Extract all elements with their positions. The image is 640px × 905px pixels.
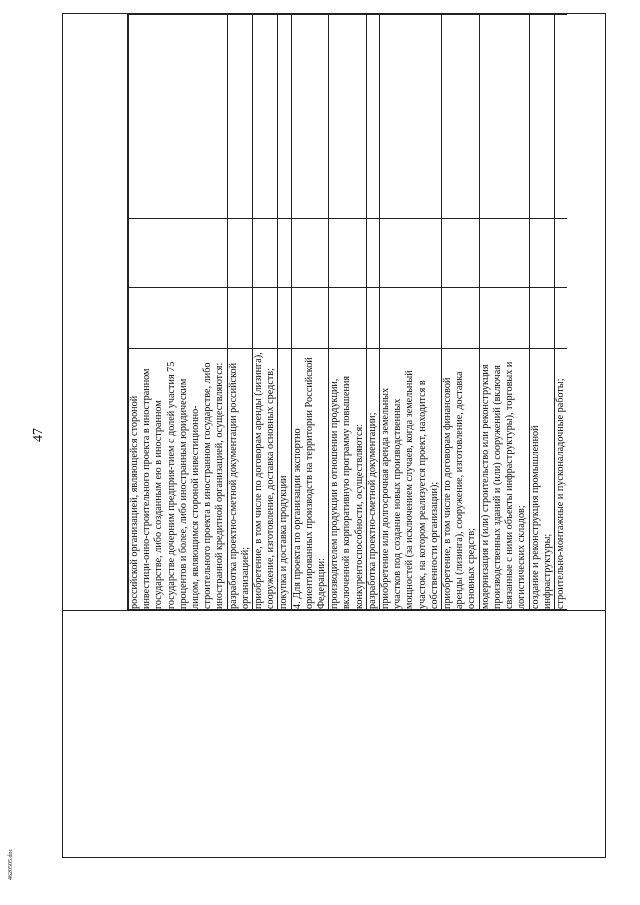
page-number: 47 xyxy=(31,428,46,442)
table-row xyxy=(554,15,567,610)
row-text: 4. Для проекта по организации экспортно ориентированных производств на территории Российской Федерации: xyxy=(291,349,329,610)
table-header-row xyxy=(63,14,128,858)
row-empty-cell xyxy=(278,288,291,349)
row-empty-cell xyxy=(554,288,567,349)
table-main-row xyxy=(128,14,606,858)
row-empty-cell xyxy=(380,219,442,288)
row-text: разработка проектно-сметной документации; xyxy=(366,349,379,610)
row-empty-cell xyxy=(554,15,567,219)
row-empty-cell xyxy=(329,15,367,219)
content-rows xyxy=(128,14,567,610)
row-empty-cell xyxy=(291,288,329,349)
row-empty-cell xyxy=(253,15,278,219)
row-empty-cell xyxy=(479,288,529,349)
table-row xyxy=(380,15,442,610)
row-empty-cell xyxy=(554,219,567,288)
table-row xyxy=(366,15,379,610)
row-text: российской организацией, являющейся стороной инвестици-онно-строительного проекта в иностранном государстве, либо созданным ею в иностранном государстве дочерним предприя-тием с долей участия 75 процентов и более, либо иностранным юридическим лицом, являющимся стороной инвестиционно-строительного проекта в иностранном государстве, либо иностранной кредитной организацией, осуществляются: xyxy=(129,349,228,610)
row-text: строительно-монтажные и пусконаладочные работы; xyxy=(554,349,567,610)
row-empty-cell xyxy=(529,219,554,288)
document-table xyxy=(62,13,606,858)
row-empty-cell xyxy=(329,288,367,349)
row-text: приобретение, в том числе по договорам аренды (лизинга), сооружение, изготовление, доставка основных средств; xyxy=(253,349,278,610)
table-content-column xyxy=(128,14,606,611)
rotated-table-wrapper xyxy=(62,16,606,858)
row-empty-cell xyxy=(227,219,252,288)
row-text: разработка проектно-сметной документации российской организацией; xyxy=(227,349,252,610)
row-empty-cell xyxy=(366,219,379,288)
row-text: покупка и доставка продукции xyxy=(278,349,291,610)
table-header-right-cell xyxy=(63,14,128,611)
table-row xyxy=(129,15,228,610)
row-empty-cell xyxy=(129,15,228,219)
row-empty-cell xyxy=(529,15,554,219)
table-left-empty-column xyxy=(128,611,606,858)
row-empty-cell xyxy=(529,288,554,349)
row-empty-cell xyxy=(278,219,291,288)
table-row xyxy=(479,15,529,610)
table-row xyxy=(329,15,367,610)
row-text: приобретение, в том числе по договорам финансовой аренды (лизинга), сооружение, изготовление, доставка основных средств; xyxy=(442,349,480,610)
row-empty-cell xyxy=(380,15,442,219)
table-row xyxy=(442,15,480,610)
row-empty-cell xyxy=(380,288,442,349)
row-empty-cell xyxy=(442,219,480,288)
row-empty-cell xyxy=(291,219,329,288)
row-empty-cell xyxy=(253,288,278,349)
row-empty-cell xyxy=(479,219,529,288)
table-row xyxy=(227,15,252,610)
table-row xyxy=(278,15,291,610)
row-empty-cell xyxy=(329,219,367,288)
row-empty-cell xyxy=(366,288,379,349)
row-text: модернизация и (или) строительство или реконструкция производственных зданий и (или) сооружений (включая связанные с ними объекты инфраструктуры), торговых и логистических складов; xyxy=(479,349,529,610)
row-empty-cell xyxy=(278,15,291,219)
row-empty-cell xyxy=(442,288,480,349)
row-empty-cell xyxy=(227,15,252,219)
row-empty-cell xyxy=(129,288,228,349)
row-text: производителем продукции в отношении продукции, включенной в корпоративную программу повышения конкурентоспособности, осуществляются: xyxy=(329,349,367,610)
document-id: 4620505.doc xyxy=(8,848,14,880)
table-row xyxy=(253,15,278,610)
row-empty-cell xyxy=(253,219,278,288)
row-empty-cell xyxy=(479,15,529,219)
table-header-left-cell xyxy=(63,611,128,858)
table-row xyxy=(529,15,554,610)
row-text: создание и реконструкция промышленной инфраструктуры; xyxy=(529,349,554,610)
row-empty-cell xyxy=(291,15,329,219)
row-empty-cell xyxy=(227,288,252,349)
table-row xyxy=(291,15,329,610)
row-empty-cell xyxy=(129,219,228,288)
row-empty-cell xyxy=(366,15,379,219)
row-text: приобретение или долгосрочная аренда земельных участков под создание новых производственных мощностей (за исключением случаев, когда земельный участок, на котором реализуется проект, находится в собственности организации); xyxy=(380,349,442,610)
row-empty-cell xyxy=(442,15,480,219)
